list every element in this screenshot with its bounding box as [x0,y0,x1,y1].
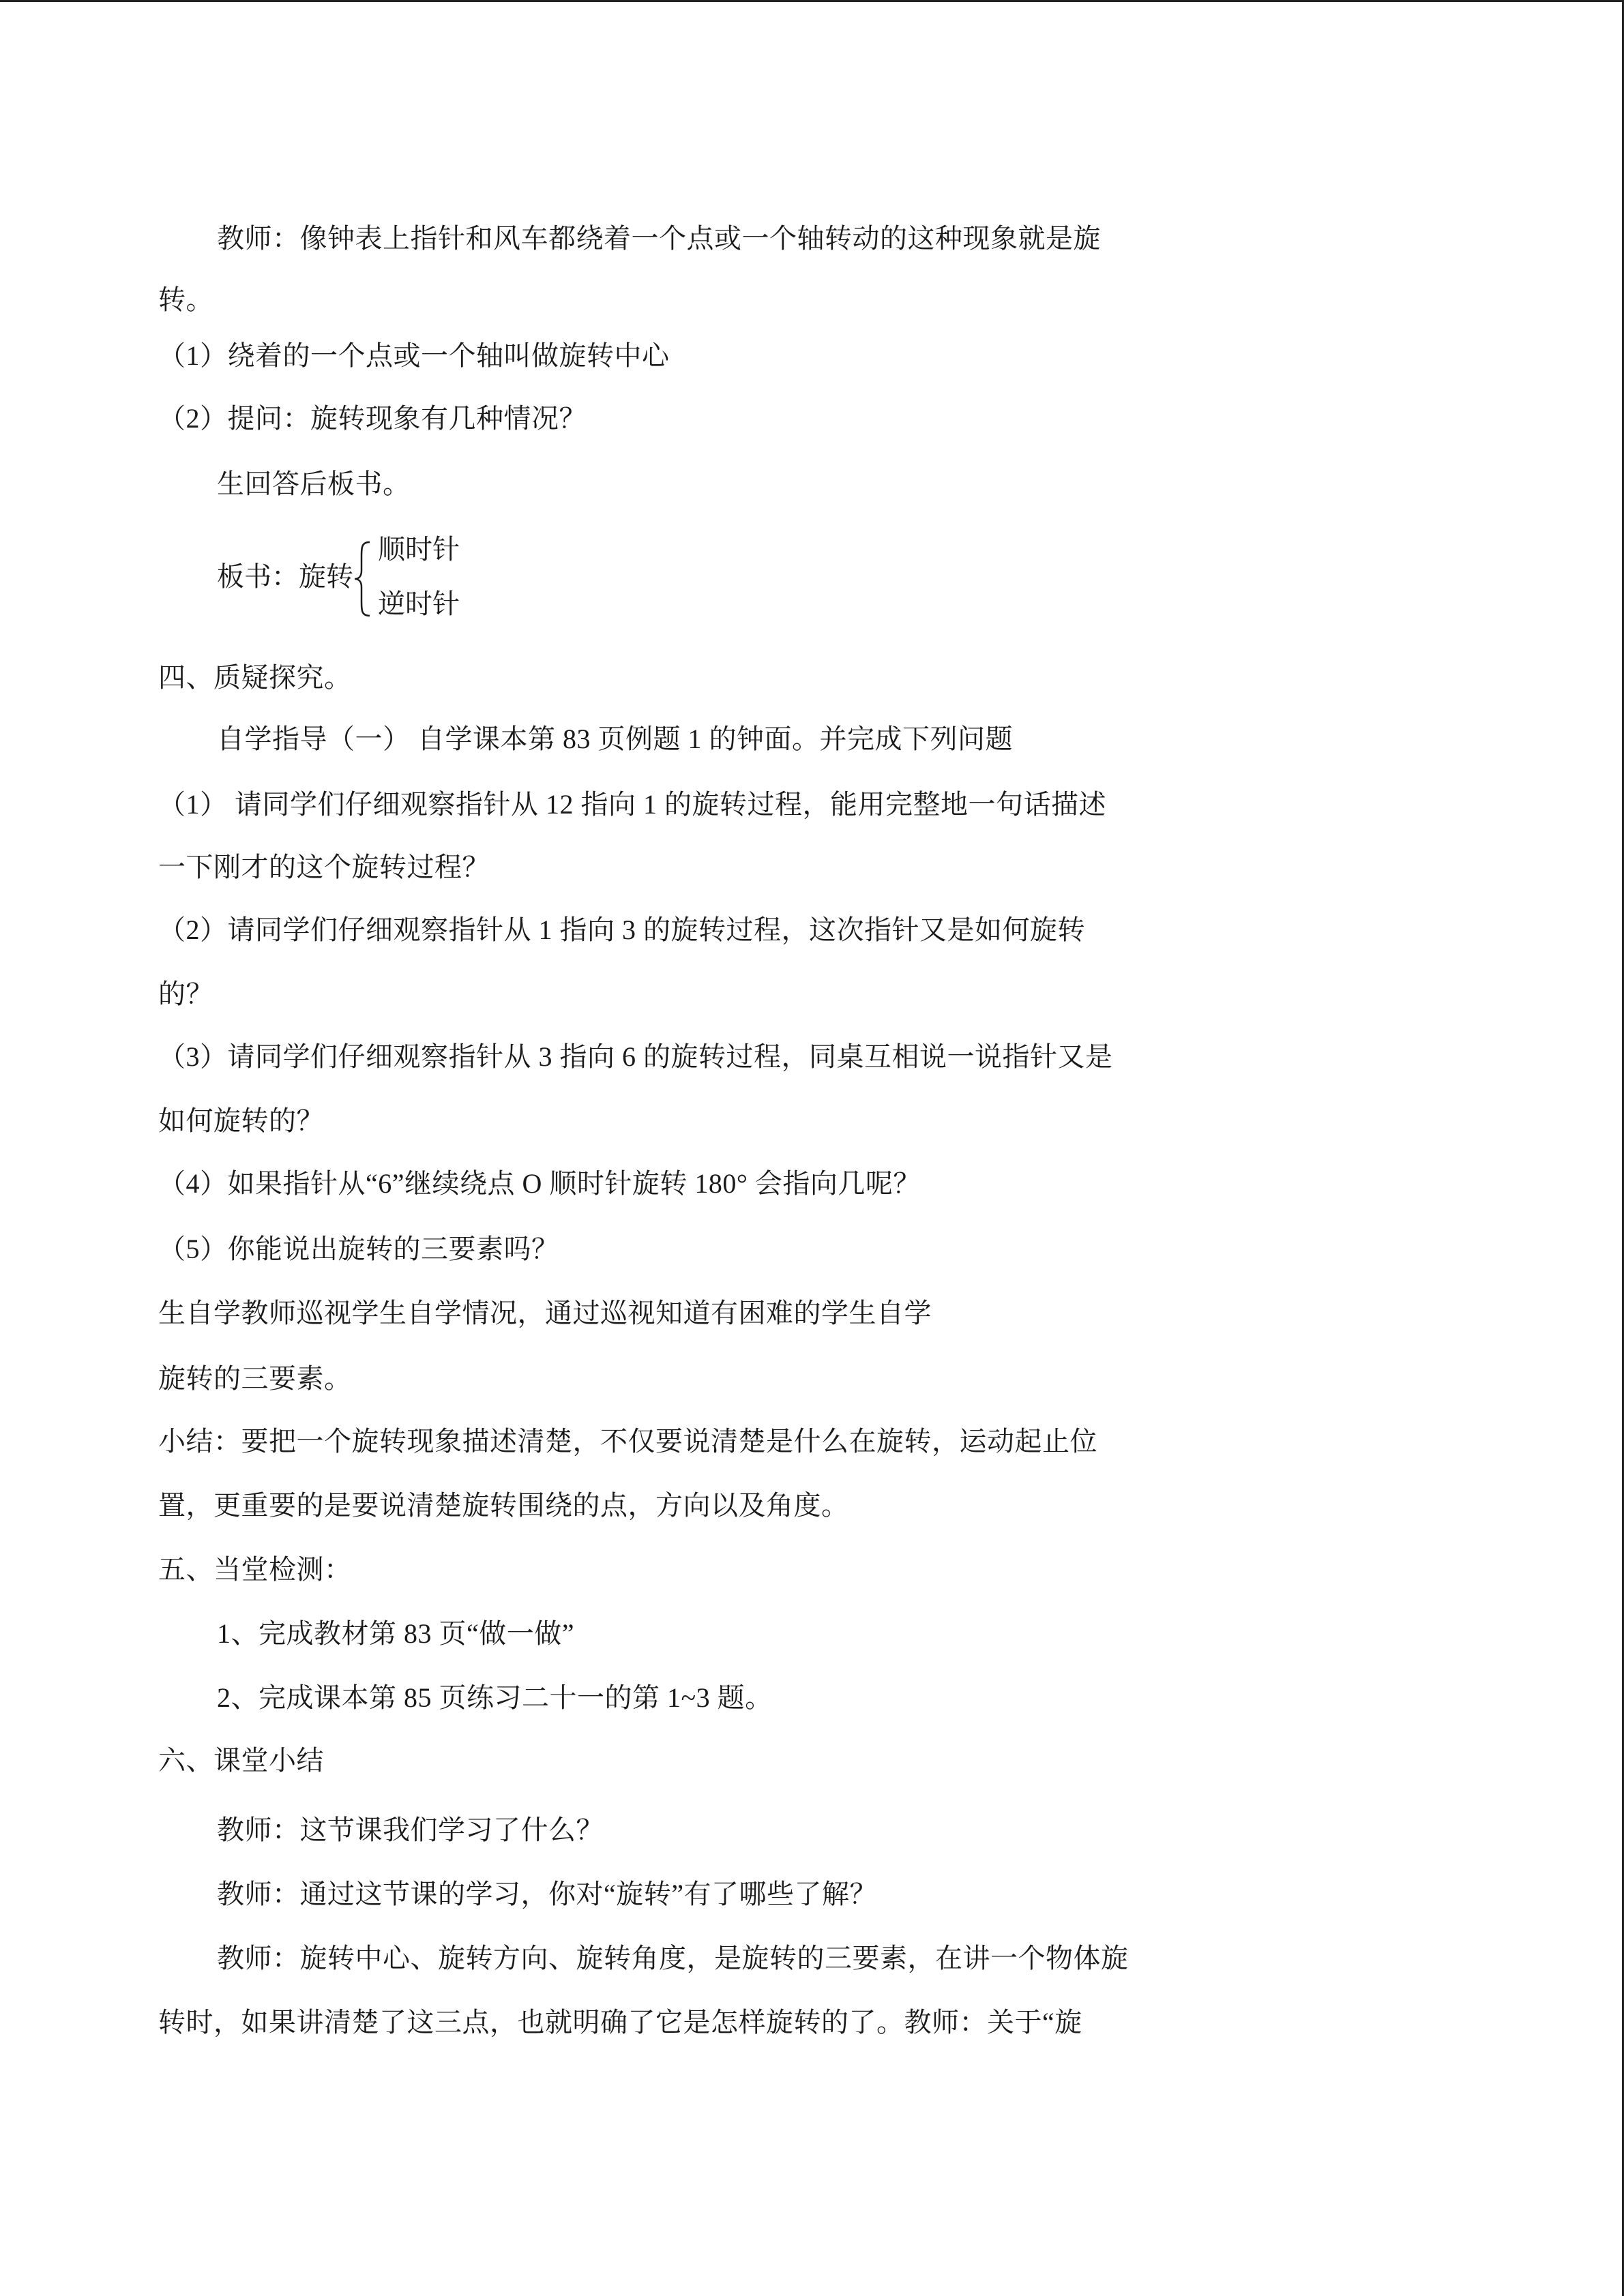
paragraph-line: 教师：像钟表上指针和风车都绕着一个点或一个轴转动的这种现象就是旋 [217,223,1101,254]
section-heading: 五、当堂检测： [158,1554,352,1585]
paragraph-line: 的？ [158,979,213,1009]
section-heading: 六、课堂小结 [158,1745,324,1776]
list-item: （1）绕着的一个点或一个轴叫做旋转中心 [158,340,670,371]
list-item: （1） 请同学们仔细观察指针从 12 指向 1 的旋转过程，能用完整地一句话描述 [158,789,1106,820]
paragraph-line: 旋转的三要素。 [158,1363,352,1394]
blackboard-notes [217,533,503,628]
paragraph-line: 教师：通过这节课的学习，你对“旋转”有了哪些了解？ [217,1879,878,1909]
list-item: （4）如果指针从“6”继续绕点 O 顺时针旋转 180° 会指向几呢？ [158,1168,921,1199]
list-item: （2）请同学们仔细观察指针从 1 指向 3 的旋转过程，这次指针又是如何旋转 [158,914,1085,945]
board-option-counterclockwise: 逆时针 [378,588,460,619]
list-item: （2）提问：旋转现象有几种情况？ [158,403,587,434]
list-item: （5）你能说出旋转的三要素吗？ [158,1234,559,1264]
board-label: 板书：旋转 [217,561,353,592]
list-item: 2、完成课本第 85 页练习二十一的第 1~3 题。 [217,1682,773,1713]
list-item: 1、完成教材第 83 页“做一做” [217,1618,575,1649]
paragraph-line: 生回答后板书。 [217,468,411,499]
summary-line: 置，更重要的是要说清楚旋转围绕的点，方向以及角度。 [158,1490,849,1521]
brace-icon [353,541,372,617]
summary-line: 小结：要把一个旋转现象描述清楚，不仅要说清楚是什么在旋转，运动起止位 [158,1426,1097,1457]
paragraph-line: 如何旋转的？ [158,1105,324,1136]
board-option-clockwise: 顺时针 [378,534,460,565]
paragraph-line: 教师：这节课我们学习了什么？ [217,1815,604,1845]
paragraph-line: 转时，如果讲清楚了这三点，也就明确了它是怎样旋转的了。教师：关于“旋 [158,2007,1082,2038]
section-heading: 四、质疑探究。 [158,662,352,693]
list-item: （3）请同学们仔细观察指针从 3 指向 6 的旋转过程，同桌互相说一说指针又是 [158,1041,1113,1072]
paragraph-line: 转。 [158,284,213,315]
paragraph-line: 自学指导（一） 自学课本第 83 页例题 1 的钟面。并完成下列问题 [217,724,1013,754]
paragraph-line: 生自学教师巡视学生自学情况，通过巡视知道有困难的学生自学 [158,1298,932,1328]
paragraph-line: 教师：旋转中心、旋转方向、旋转角度，是旋转的三要素，在讲一个物体旋 [217,1943,1129,1973]
paragraph-line: 一下刚才的这个旋转过程？ [158,852,490,882]
